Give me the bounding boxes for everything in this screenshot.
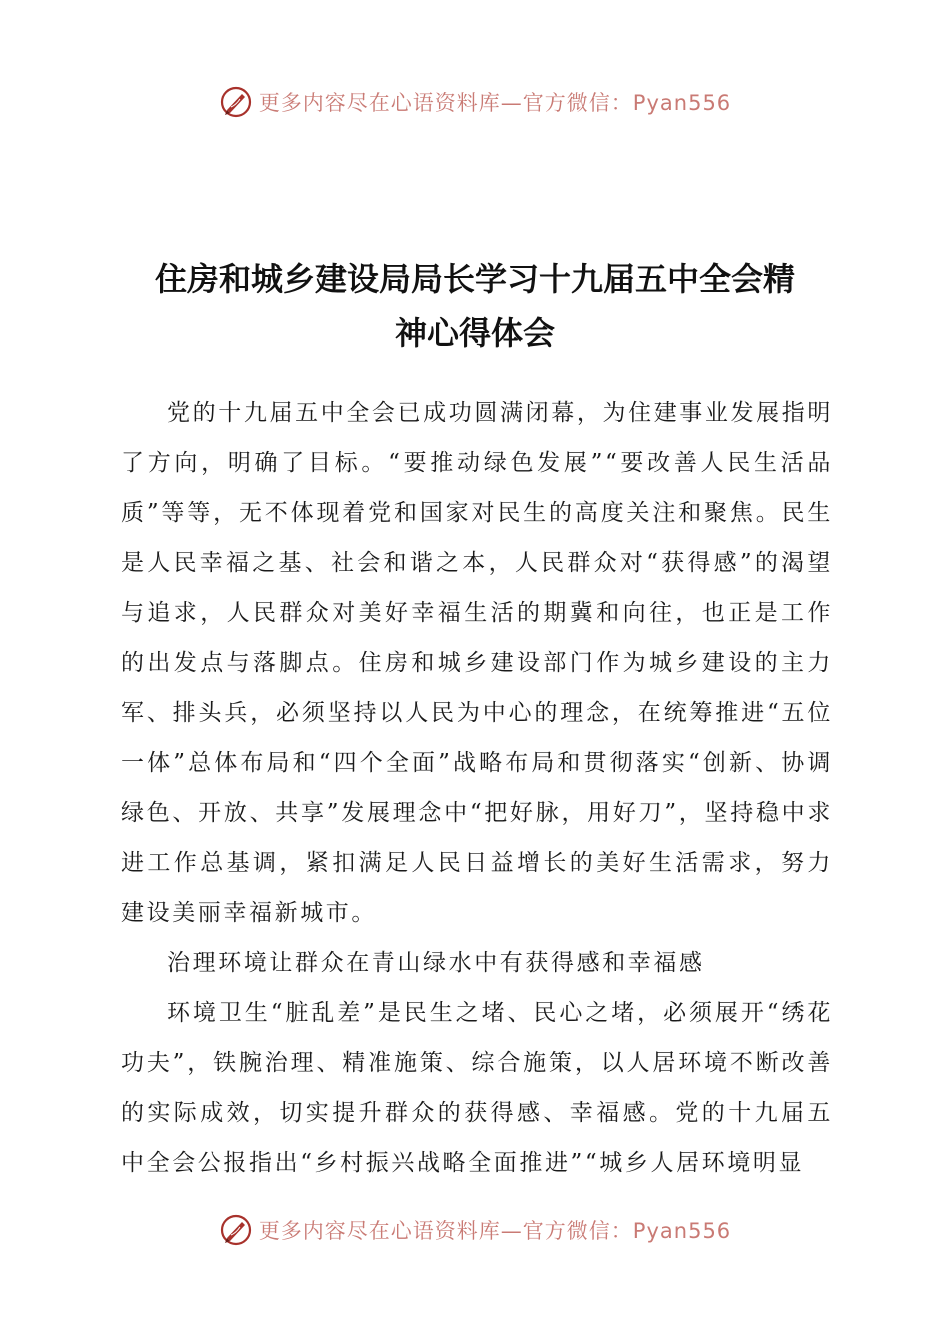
section-heading: 治理环境让群众在青山绿水中有获得感和幸福感: [167, 950, 705, 976]
document-body: [121, 388, 833, 1188]
watermark-text: 更多内容尽在心语资料库—官方微信：Pyan556: [258, 91, 732, 115]
pen-logo-icon: [219, 1213, 253, 1247]
paragraph: 环境卫生“脏乱差”是民生之堵、民心之堵，必须展开“绣花功夫”，铁腕治理、精准施策、综合施策，以人居环境不断改善的实际成效，切实提升群众的获得感、幸福感。党的十九届五中全会公报指出“乡村振兴战略全面推进”“城乡人居环境明显: [121, 1000, 833, 1176]
watermark-banner-top: [0, 80, 950, 124]
title-line-2: 神心得体会: [394, 314, 555, 352]
watermark-banner-bottom: [0, 1208, 950, 1252]
title-line-1: 住房和城乡建设局局长学习十九届五中全会精: [154, 260, 795, 298]
pen-logo-icon: [219, 85, 253, 119]
paragraph: 党的十九届五中全会已成功圆满闭幕，为住建事业发展指明了方向，明确了目标。“要推动绿色发展”“要改善人民生活品质”等等，无不体现着党和国家对民生的高度关注和聚焦。民生是人民幸福之基、社会和谐之本，人民群众对“获得感”的渴望与追求，人民群众对美好幸福生活的期冀和向往，也正是工作的出发点与落脚点。住房和城乡建设部门作为城乡建设的主力军、排头兵，必须坚持以人民为中心的理念，在统筹推进“五位一体”总体布局和“四个全面”战略布局和贯彻落实“创新、协调绿色、开放、共享”发展理念中“把好脉，用好刀”，坚持稳中求进工作总基调，紧扣满足人民日益增长的美好生活需求，努力建设美丽幸福新城市。: [121, 400, 833, 926]
watermark-text: 更多内容尽在心语资料库—官方微信：Pyan556: [258, 1219, 732, 1243]
document-title: [110, 252, 840, 360]
